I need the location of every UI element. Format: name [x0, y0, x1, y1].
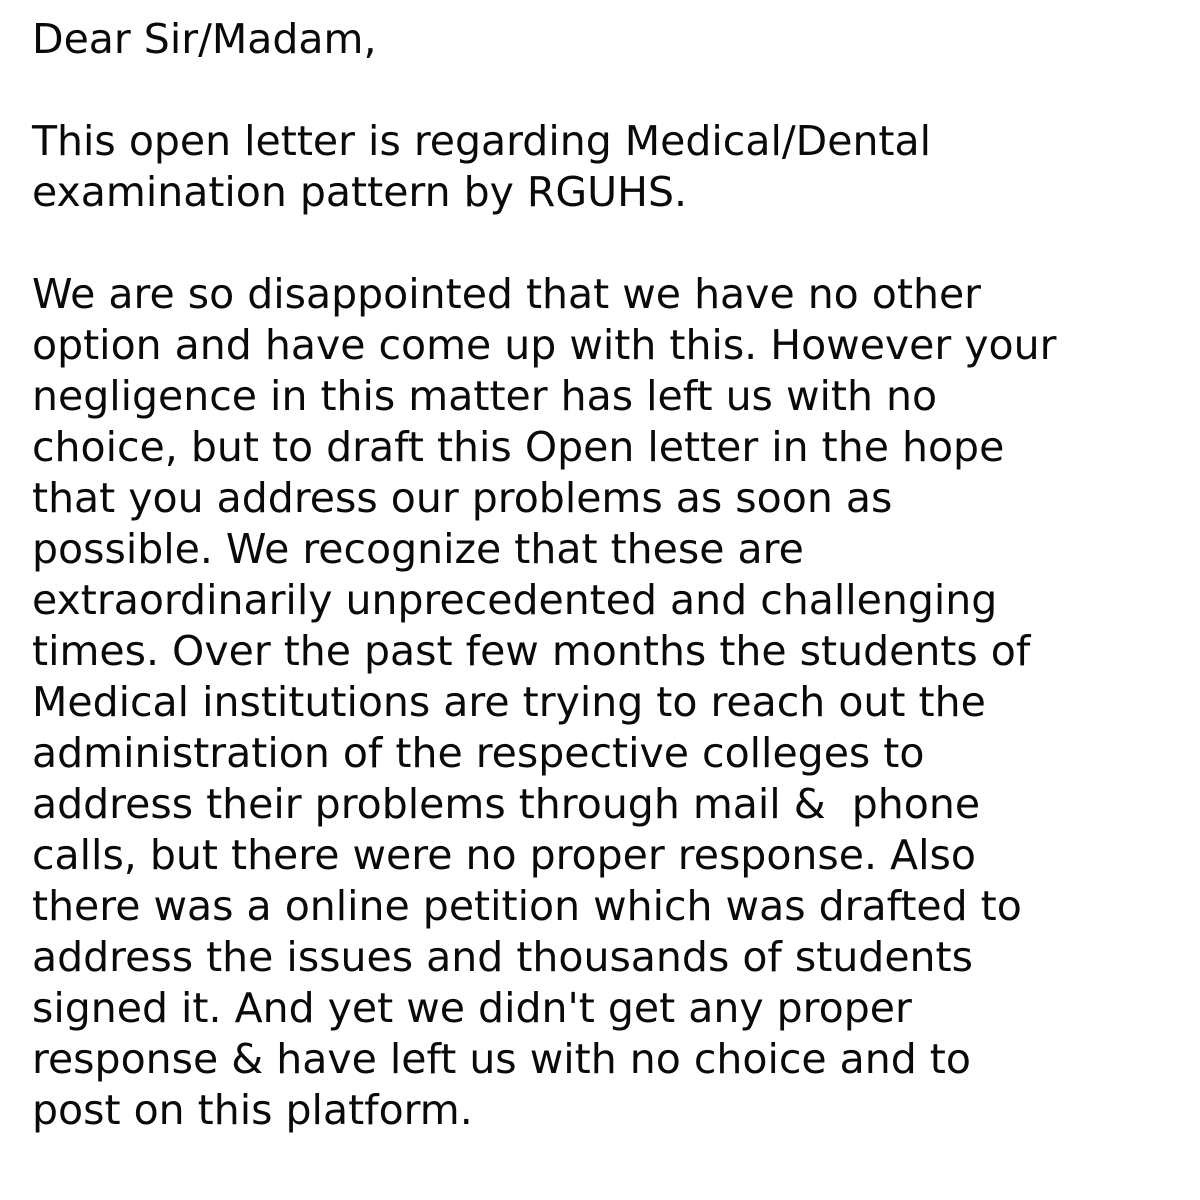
text-line: address their problems through mail & phone	[32, 780, 981, 828]
intro-paragraph	[32, 116, 1180, 218]
text-line: negligence in this matter has left us with no	[32, 372, 938, 420]
text-line: option and have come up with this. However your	[32, 321, 1057, 369]
text-line: examination pattern by RGUHS.	[32, 168, 688, 216]
text-line: response & have left us with no choice and to	[32, 1035, 971, 1083]
text-line: times. Over the past few months the students of	[32, 627, 1031, 675]
text-line: signed it. And yet we didn't get any proper	[32, 984, 912, 1032]
text-line: extraordinarily unprecedented and challenging	[32, 576, 998, 624]
paragraph-gap	[32, 218, 1180, 269]
text-line: post on this platform.	[32, 1086, 473, 1134]
text-line: Medical institutions are trying to reach out the	[32, 678, 986, 726]
text-line: address the issues and thousands of students	[32, 933, 973, 981]
text-line: there was a online petition which was drafted to	[32, 882, 1022, 930]
text-line: This open letter is regarding Medical/Dental	[32, 117, 932, 165]
paragraph-gap	[32, 65, 1180, 116]
text-line: administration of the respective colleges to	[32, 729, 925, 777]
salutation: Dear Sir/Madam,	[32, 15, 377, 63]
text-line: possible. We recognize that these are	[32, 525, 804, 573]
body-paragraph	[32, 269, 1180, 1136]
text-line: calls, but there were no proper response. Also	[32, 831, 976, 879]
text-line: that you address our problems as soon as	[32, 474, 893, 522]
text-line: choice, but to draft this Open letter in the hope	[32, 423, 1005, 471]
text-line: We are so disappointed that we have no other	[32, 270, 982, 318]
